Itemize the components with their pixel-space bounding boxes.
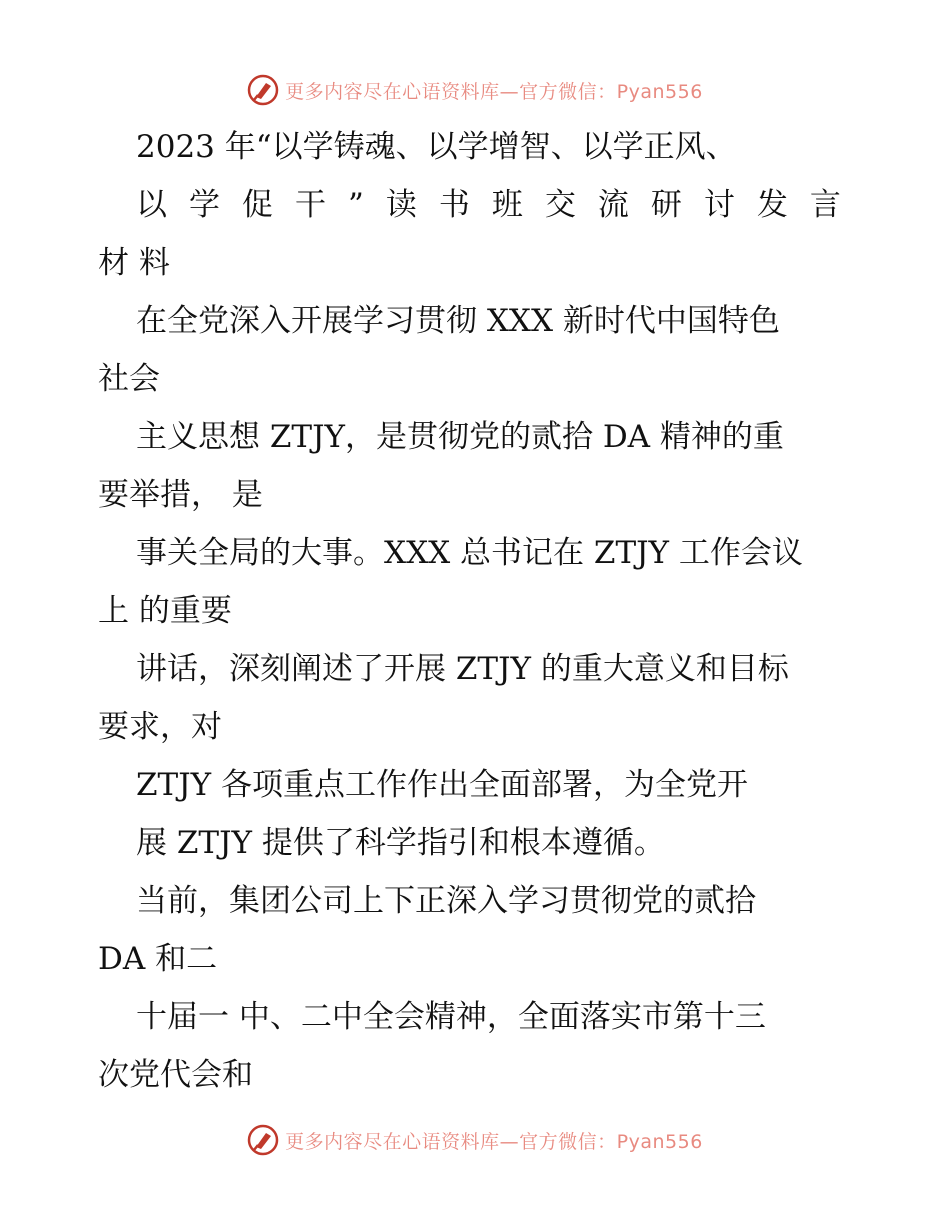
text-line: 以学促干”读书班交流研讨发言 bbox=[136, 187, 863, 223]
text-line: 上 的重要 bbox=[98, 593, 232, 629]
watermark-text: 更多内容尽在心语资料库—官方微信：Pyan556 bbox=[285, 80, 703, 103]
text-line: 材 料 bbox=[98, 245, 170, 281]
text-line: 在全党深入开展学习贯彻 XXX 新时代中国特色 bbox=[136, 303, 780, 339]
text-line: 展 ZTJY 提供了科学指引和根本遵循。 bbox=[136, 825, 665, 861]
text-line: 2023 年“以学铸魂、以学增智、以学正风、 bbox=[136, 129, 737, 165]
text-line: 主义思想 ZTJY，是贯彻党的贰拾 DA 精神的重 bbox=[136, 419, 784, 455]
pen-nib-logo-icon bbox=[247, 1124, 279, 1156]
text-line: 事关全局的大事。XXX 总书记在 ZTJY 工作会议 bbox=[136, 535, 803, 571]
pen-nib-logo-icon bbox=[247, 74, 279, 106]
text-line: DA 和二 bbox=[98, 941, 218, 977]
text-line: 十届一 中、二中全会精神，全面落实市第十三 bbox=[136, 999, 766, 1035]
text-line: 要举措， 是 bbox=[98, 477, 263, 513]
text-line: ZTJY 各项重点工作作出全面部署，为全党开 bbox=[136, 767, 748, 803]
text-line: 要求，对 bbox=[98, 709, 222, 745]
text-line: 社会 bbox=[98, 361, 160, 397]
text-line: 次党代会和 bbox=[98, 1057, 253, 1093]
text-line: 讲话，深刻阐述了开展 ZTJY 的重大意义和目标 bbox=[136, 651, 789, 687]
watermark-banner-bottom bbox=[0, 1120, 950, 1160]
watermark-text: 更多内容尽在心语资料库—官方微信：Pyan556 bbox=[285, 1130, 703, 1153]
watermark-banner-top bbox=[0, 70, 950, 110]
text-line: 当前，集团公司上下正深入学习贯彻党的贰拾 bbox=[136, 883, 756, 919]
